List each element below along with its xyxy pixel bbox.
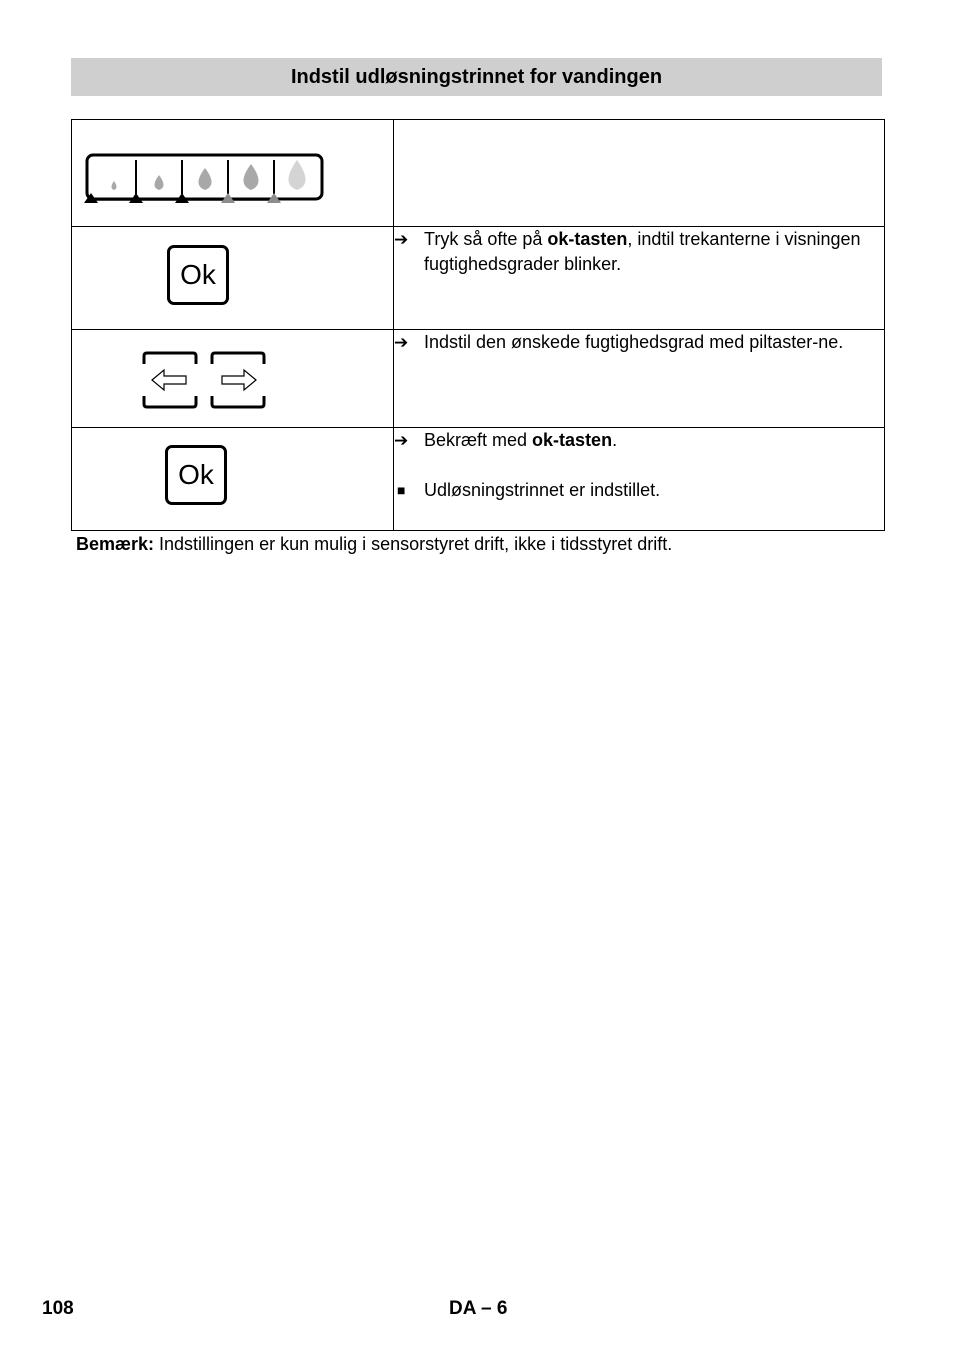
ok-key-icon [167, 245, 229, 305]
table-row [72, 120, 885, 227]
table-row [72, 227, 885, 330]
instruction-line [394, 227, 884, 277]
arrow-right-icon: ➔ [394, 230, 409, 249]
instruction-text-cell [394, 428, 885, 531]
arrow-left-key-icon [140, 350, 200, 410]
square-bullet-icon: ■ [397, 482, 406, 498]
moisture-level-display-icon [72, 120, 393, 226]
instruction-text-part: . [612, 430, 618, 450]
ok-key-label: Ok [178, 459, 214, 490]
instruction-text-cell [394, 330, 885, 428]
instruction-text-part: Bekræft med [424, 430, 533, 450]
note-text: Indstillingen er kun mulig i sensorstyret drift, ikke i tidsstyret drift. [154, 534, 673, 554]
ok-key-cell [72, 428, 394, 531]
section-title-text: Indstil udløsningstrinnet for vandingen [290, 65, 663, 88]
instruction-text: Indstil den ønskede fugtighedsgrad med piltaster-ne. [424, 332, 844, 352]
arrow-right-key-icon [208, 350, 268, 410]
result-text: Udløsningstrinnet er indstillet. [424, 480, 661, 500]
instruction-text-cell [394, 227, 885, 330]
arrow-right-icon: ➔ [394, 431, 409, 450]
page-number: 108 [42, 1298, 74, 1319]
instruction-text [424, 227, 884, 277]
note [76, 534, 672, 555]
empty-text-cell [394, 120, 885, 227]
instruction-table [71, 119, 885, 531]
result-line [394, 478, 884, 503]
arrow-keys-cell [72, 330, 394, 428]
instruction-key-name: ok-tasten [532, 430, 613, 450]
instruction-line [394, 330, 884, 355]
table-row [72, 428, 885, 531]
instruction-text-part: Tryk så ofte på [424, 229, 548, 249]
instruction-text [424, 428, 884, 453]
note-label: Bemærk: [76, 534, 155, 554]
ok-key-icon [165, 445, 227, 505]
instruction-text-part: , indtil trekanterne i visningen fugtighedsgrader blinker. [424, 229, 861, 274]
spacer [394, 453, 884, 478]
ok-key-cell [72, 227, 394, 330]
arrow-right-icon: ➔ [394, 333, 409, 352]
ok-key-label: Ok [180, 259, 216, 290]
instruction-line [394, 428, 884, 453]
moisture-level-display-cell [72, 120, 394, 227]
table-row [72, 330, 885, 428]
section-code: DA – 6 [449, 1298, 508, 1319]
instruction-key-name: ok-tasten [547, 229, 628, 249]
section-title [71, 58, 882, 96]
